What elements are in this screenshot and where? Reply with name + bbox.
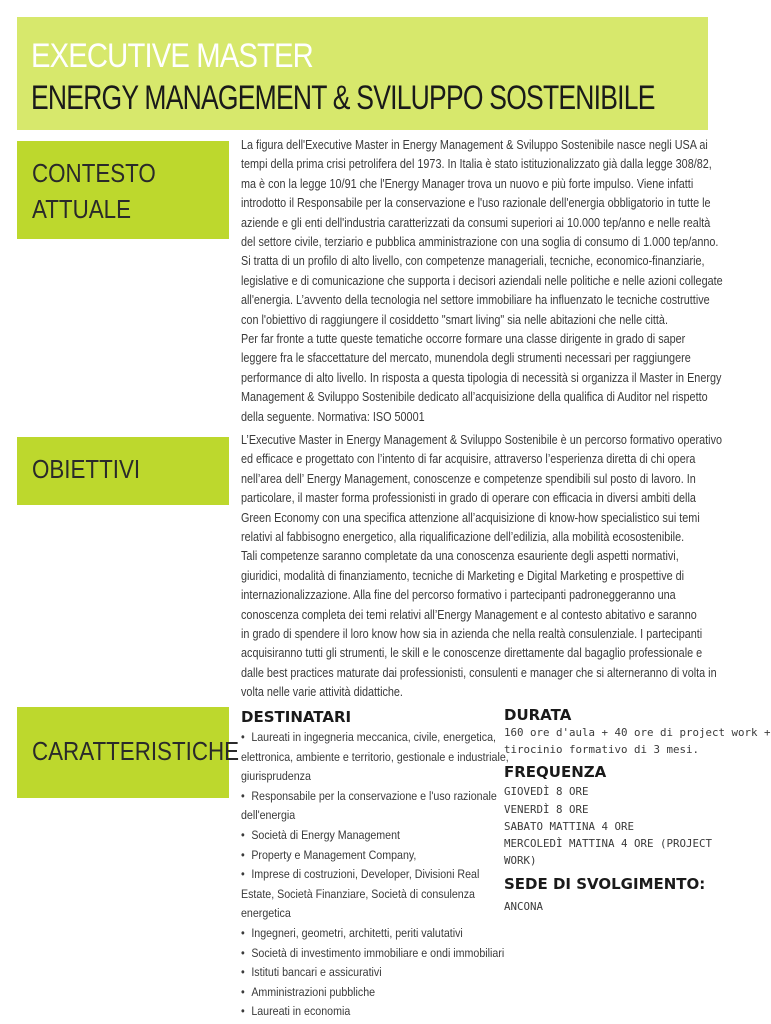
contesto-line: all'energia. L’avvento della tecnologia nel settore immobiliare ha influenzato le tecniche costruttive <box>241 293 710 308</box>
contesto-line: del settore civile, terziario e pubblica amministrazione con una soglia di consumo di 1.000 tep/anno. <box>241 235 719 250</box>
list-item: • Società di Energy Management <box>241 826 466 846</box>
obiettivi-line: particolare, il master forma professionisti in grado di operare con efficacia in diversi ambiti della <box>241 491 696 506</box>
obiettivi-line: L’Executive Master in Energy Management & Sviluppo Sostenibile è un percorso formativo operativo <box>241 433 723 447</box>
frequenza-line: SABATO MATTINA 4 ORE <box>504 820 635 833</box>
contesto-line: tempi della prima crisi petrolifera del 1973. In Italia è stato istituzionalizzato già dalla legge 308/82, <box>241 157 712 172</box>
sede-value: ANCONA <box>504 900 544 913</box>
durata-heading: DURATA <box>504 706 572 724</box>
obiettivi-line: relativi al fabbisogno energetico, alla riqualificazione dell’edilizia, alla mobilità ecosostenibile. <box>241 530 685 545</box>
header-banner <box>17 17 708 130</box>
bullet: • <box>241 867 245 882</box>
bullet: • <box>241 827 245 842</box>
contesto-line: performance di alto livello. In risposta a questa tipologia di necessità si organizza il Master in Energy <box>241 370 722 385</box>
bullet: • <box>241 788 245 803</box>
obiettivi-line: Green Economy con una specifica attenzione all’acquisizione di know-how specialistico sui temi <box>241 510 700 525</box>
bullet: • <box>241 847 245 862</box>
destinatari-heading: DESTINATARI <box>241 708 352 726</box>
durata-line2: tirocinio formativo di 3 mesi. <box>504 743 700 756</box>
contesto-line: legislative e di comunicazione che supporta i decisori aziendali nelle politiche e nelle azioni collegate <box>241 273 723 288</box>
list-item: • Property e Management Company, <box>241 846 466 866</box>
obiettivi-line: conoscenza completa dei temi relativi all’Energy Management e al contesto abitativo e saranno <box>241 607 697 622</box>
bullet: • <box>241 965 245 980</box>
bullet: • <box>241 984 245 999</box>
list-item: • Laureati in ingegneria meccanica, civile, energetica, <box>241 728 466 748</box>
obiettivi-line: ed efficace e progettato con l’intento di far acquisire, attraverso l’esperienza diretta di chi opera <box>241 452 696 467</box>
list-item: • Responsabile per la conservazione e l'uso razionale <box>241 787 466 807</box>
contesto-line: ma è con la legge 10/91 che l'Energy Manager trova un nuovo e più forte impulso. Viene infatti <box>241 176 694 191</box>
frequenza-line: VENERDÌ 8 ORE <box>504 803 589 816</box>
obiettivi-line: nell’area dell’ Energy Management, conoscenze e competenze spendibili sul posto di lavoro. In <box>241 471 696 486</box>
obiettivi-paragraph <box>241 431 723 703</box>
obiettivi-line: internazionalizzazione. Alla fine del percorso formativo i partecipanti padroneggeranno una <box>241 588 676 603</box>
caratteristiche-tag-label: CARATTERISTICHE <box>32 736 240 766</box>
frequenza-line: WORK) <box>504 854 537 867</box>
contesto-line: La figura dell'Executive Master in Energy Management & Sviluppo Sostenibile nasce negli USA ai <box>241 138 708 152</box>
obiettivi-tag-label: OBIETTIVI <box>32 454 141 484</box>
bullet: • <box>241 730 245 744</box>
bullet: • <box>241 1004 245 1019</box>
list-item: • Amministrazioni pubbliche <box>241 983 466 1003</box>
contesto-tag-line1: CONTESTO <box>32 158 156 188</box>
durata-line1: 160 ore d'aula + 40 ore di project work + <box>504 726 771 739</box>
contesto-line: con l'obiettivo di raggiungere il cosiddetto "smart living" sia nelle abitazioni che nelle città. <box>241 312 668 327</box>
frequenza-line: MERCOLEDÌ MATTINA 4 ORE (PROJECT <box>504 837 713 850</box>
obiettivi-line: in grado di spendere il loro know how sia in azienda che nella realtà consulenziale. I partecipanti <box>241 627 703 642</box>
contesto-line: leggere fra le sfaccettature del mercato, munendola degli strumenti necessari per raggiungere <box>241 351 691 366</box>
list-item: • Imprese di costruzioni, Developer, Divisioni Real <box>241 865 466 885</box>
section-tag-obiettivi <box>17 437 229 505</box>
list-item: Estate, Società Finanziare, Società di consulenza <box>241 886 475 901</box>
obiettivi-line: Tali competenze saranno completate da una conoscenza esauriente degli aspetti normativi, <box>241 549 679 564</box>
bullet: • <box>241 925 245 940</box>
list-item: elettronica, ambiente e territorio, gestionale e industriale, <box>241 749 509 764</box>
section-tag-caratteristiche <box>17 707 240 798</box>
obiettivi-line: giuridici, modalità di finanziamento, tecniche di Marketing e Digital Marketing e prospettive di <box>241 568 685 583</box>
destinatari-list <box>241 728 509 1022</box>
list-item: • Ingegneri, geometri, architetti, periti valutativi <box>241 924 466 944</box>
sede-heading: SEDE DI SVOLGIMENTO: <box>504 875 706 893</box>
bullet: • <box>241 945 245 960</box>
list-item: • Laureati in economia <box>241 1002 466 1022</box>
contesto-line: Management & Sviluppo Sostenibile dedicato all’acquisizione della qualifica di Auditor nel rispetto <box>241 390 708 405</box>
frequenza-heading: FREQUENZA <box>504 763 607 781</box>
list-item: • Società di investimento immobiliare e ondi immobiliari <box>241 944 466 964</box>
header-title-line2: ENERGY MANAGEMENT & SVILUPPO SOSTENIBILE <box>31 79 655 117</box>
obiettivi-line: dalle best practices maturate dai professionisti, consulenti e manager che si alterneranno di volta in <box>241 665 717 680</box>
obiettivi-line: acquisiranno tutti gli strumenti, le skill e le conoscenze direttamente dal bagaglio professionale e <box>241 646 703 661</box>
list-item: giurisprudenza <box>241 769 311 784</box>
section-tag-contesto <box>17 141 229 239</box>
contesto-line: aziende e gli enti dell'industria caratterizzati da consumi superiori ai 10.000 tep/anno e nelle realtà <box>241 215 711 230</box>
contesto-line: introdotto il Responsabile per la conservazione e l'uso razionale dell'energia obbligatorio in tutte le <box>241 196 711 211</box>
contesto-line: Per far fronte a tutte queste tematiche occorre formare una classe dirigente in grado di saper <box>241 332 686 347</box>
contesto-line: della seguente. Normativa: ISO 50001 <box>241 409 425 424</box>
list-item: dell'energia <box>241 808 296 823</box>
list-item: • Istituti bancari e assicurativi <box>241 963 466 983</box>
header-title-line1: EXECUTIVE MASTER <box>31 37 313 75</box>
list-item: energetica <box>241 906 291 921</box>
contesto-line: Si tratta di un profilo di alto livello, con competenze manageriali, tecniche, economico-finanziarie, <box>241 254 705 269</box>
frequenza-line: GIOVEDÌ 8 ORE <box>504 785 589 798</box>
obiettivi-line: volta nelle varie attività didattiche. <box>241 685 403 700</box>
contesto-tag-line2: ATTUALE <box>32 194 131 224</box>
contesto-paragraph <box>241 136 723 427</box>
